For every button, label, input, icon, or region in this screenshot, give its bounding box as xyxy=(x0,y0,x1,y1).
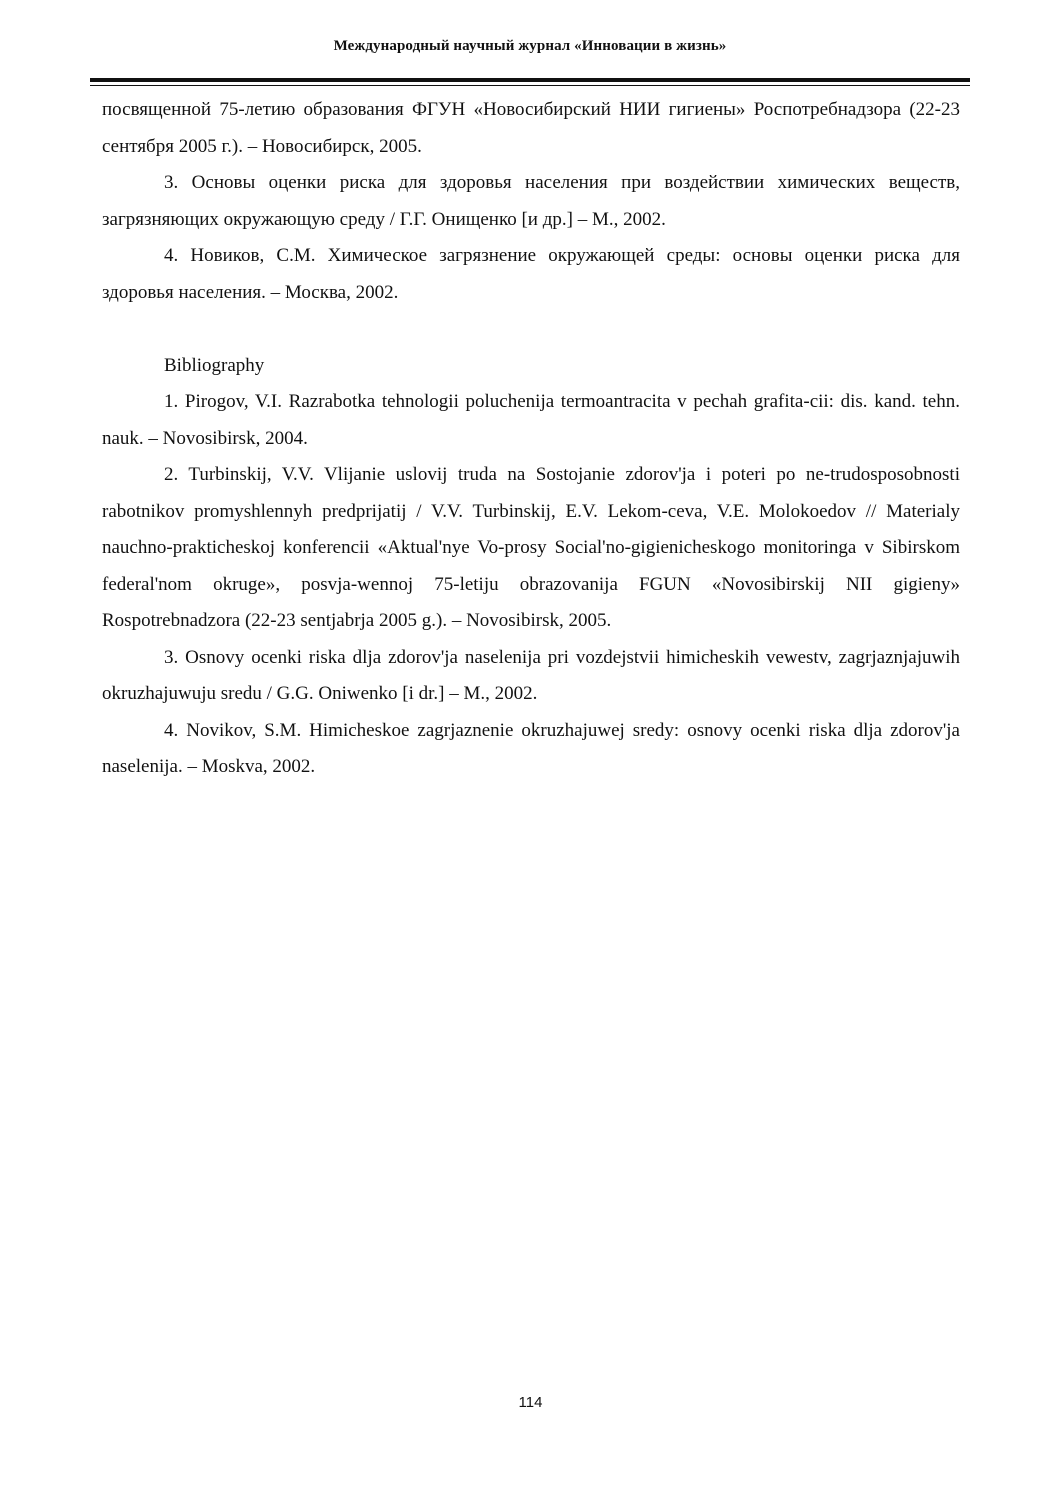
page-body xyxy=(102,92,960,786)
header-rule-thick xyxy=(90,78,970,82)
header-rule-thin xyxy=(90,85,970,86)
reference-item-3: 3. Основы оценки риска для здоровья населения при воздействии химических веществ, загрязняющих окружающую среду / Г.Г. Онищенко [и др.] – М., 2002. xyxy=(102,172,960,230)
bibliography-heading: Bibliography xyxy=(164,354,265,376)
page-number: 114 xyxy=(518,1394,543,1411)
reference-item-4: 4. Новиков, С.М. Химическое загрязнение окружающей среды: основы оценки риска для здоровья населения. – Москва, 2002. xyxy=(102,245,960,303)
bibliography-item-2: 2. Turbinskij, V.V. Vlijanie uslovij truda na Sostojanie zdorov'ja i poteri po ne-trudosposobnosti rabotnikov promyshlennyh predprijatij / V.V. Turbinskij, E.V. Lekom-ceva, V.E. Molokoedov // Materialy nauchno-prakticheskoj konferencii «Aktual'nye Vo-prosy Social'no-gigienicheskogo monitoringa v Sibirskom federal'nom okruge», posvja-wennoj 75-letiju obrazovanija FGUN «Novosibirskij NII gigieny» Rospotrebnadzora (22-23 sentjabrja 2005 g.). – Novosibirsk, 2005. xyxy=(102,464,960,631)
bibliography-item-4: 4. Novikov, S.M. Himicheskoe zagrjaznenie okruzhajuwej sredy: osnovy ocenki riska dlja zdorov'ja naselenija. – Moskva, 2002. xyxy=(102,719,960,777)
bibliography-item-1: 1. Pirogov, V.I. Razrabotka tehnologii poluchenija termoantracita v pechah grafita-cii: dis. kand. tehn. nauk. – Novosibirsk, 2004. xyxy=(102,391,960,449)
journal-header: Международный научный журнал «Инновации в жизнь» xyxy=(333,38,727,54)
reference-continuation: посвященной 75-летию образования ФГУН «Новосибирский НИИ гигиены» Роспотребнадзора (22-23 сентября 2005 г.). – Новосибирск, 2005. xyxy=(102,99,960,157)
bibliography-item-3: 3. Osnovy ocenki riska dlja zdorov'ja naselenija pri vozdejstvii himicheskih vewestv, zagrjaznjajuwih okruzhajuwuju sredu / G.G. Oniwenko [i dr.] – M., 2002. xyxy=(102,646,960,704)
